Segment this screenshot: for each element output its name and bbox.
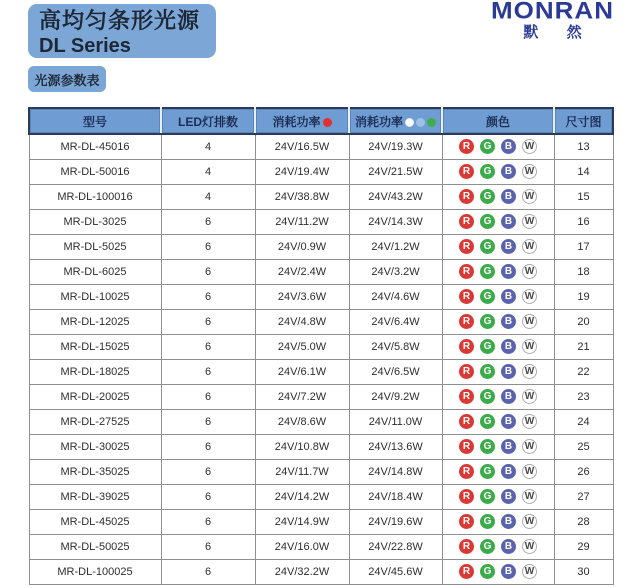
cell-color-badges	[442, 134, 554, 159]
color-badge-w: W	[522, 289, 537, 304]
cell-model: MR-DL-18025	[29, 359, 161, 384]
column-header-power-wbg-label: 消耗功率	[354, 114, 403, 129]
cell-model: MR-DL-20025	[29, 384, 161, 409]
table-row	[29, 159, 613, 184]
cell-power-red: 24V/32.2W	[255, 559, 349, 584]
color-badge-b: B	[501, 314, 516, 329]
cell-model: MR-DL-50016	[29, 159, 161, 184]
brand-logo-cn-text: 默 然	[523, 24, 594, 41]
color-badge-w: W	[522, 139, 537, 154]
cell-model: MR-DL-27525	[29, 409, 161, 434]
color-badge-r: R	[459, 439, 474, 454]
color-badge-w: W	[522, 414, 537, 429]
column-header-color	[442, 108, 554, 134]
cell-model: MR-DL-45016	[29, 134, 161, 159]
cell-model: MR-DL-35025	[29, 459, 161, 484]
column-header-color-label: 颜色	[485, 114, 510, 129]
cell-power-red: 24V/38.8W	[255, 184, 349, 209]
cell-led-rows: 6	[161, 459, 255, 484]
cell-power-red: 24V/16.5W	[255, 134, 349, 159]
cell-color-badges	[442, 259, 554, 284]
cell-color-badges	[442, 534, 554, 559]
cell-color-badges	[442, 459, 554, 484]
color-badge-r: R	[459, 139, 474, 154]
cell-led-rows: 6	[161, 334, 255, 359]
power-type-dot	[427, 118, 436, 127]
cell-power-wbg: 24V/5.8W	[349, 334, 442, 359]
cell-color-badges	[442, 434, 554, 459]
cell-power-red: 24V/19.4W	[255, 159, 349, 184]
color-badge-b: B	[501, 439, 516, 454]
cell-power-red: 24V/10.8W	[255, 434, 349, 459]
table-row	[29, 509, 613, 534]
color-badge-b: B	[501, 539, 516, 554]
cell-model: MR-DL-30025	[29, 434, 161, 459]
cell-power-wbg: 24V/14.8W	[349, 459, 442, 484]
cell-power-red: 24V/8.6W	[255, 409, 349, 434]
cell-color-badges	[442, 359, 554, 384]
cell-color-badges	[442, 559, 554, 584]
cell-color-badges	[442, 484, 554, 509]
color-badge-w: W	[522, 464, 537, 479]
cell-power-red: 24V/14.9W	[255, 509, 349, 534]
cell-dim: 17	[554, 234, 613, 259]
cell-power-wbg: 24V/19.6W	[349, 509, 442, 534]
color-badge-r: R	[459, 514, 474, 529]
table-row	[29, 309, 613, 334]
cell-model: MR-DL-100016	[29, 184, 161, 209]
cell-power-wbg: 24V/22.8W	[349, 534, 442, 559]
color-badge-g: G	[480, 389, 495, 404]
cell-model: MR-DL-45025	[29, 509, 161, 534]
cell-color-badges	[442, 184, 554, 209]
cell-dim: 19	[554, 284, 613, 309]
cell-dim: 13	[554, 134, 613, 159]
cell-color-badges	[442, 159, 554, 184]
color-badge-g: G	[480, 339, 495, 354]
color-badge-w: W	[522, 339, 537, 354]
cell-model: MR-DL-12025	[29, 309, 161, 334]
color-badge-r: R	[459, 564, 474, 579]
cell-dim: 21	[554, 334, 613, 359]
cell-led-rows: 6	[161, 409, 255, 434]
cell-model: MR-DL-50025	[29, 534, 161, 559]
column-header-led-rows	[161, 108, 255, 134]
section-tag-parameter-table: 光源参数表	[28, 66, 106, 92]
color-badge-b: B	[501, 564, 516, 579]
cell-led-rows: 6	[161, 534, 255, 559]
cell-color-badges	[442, 384, 554, 409]
cell-model: MR-DL-3025	[29, 209, 161, 234]
light-source-parameter-table	[28, 107, 614, 585]
cell-power-red: 24V/5.0W	[255, 334, 349, 359]
cell-led-rows: 6	[161, 359, 255, 384]
cell-power-red: 24V/0.9W	[255, 234, 349, 259]
cell-color-badges	[442, 234, 554, 259]
table-row	[29, 434, 613, 459]
cell-power-red: 24V/11.2W	[255, 209, 349, 234]
color-badge-r: R	[459, 289, 474, 304]
cell-color-badges	[442, 409, 554, 434]
color-badge-w: W	[522, 364, 537, 379]
color-badge-b: B	[501, 339, 516, 354]
brand-logo	[485, 0, 620, 42]
column-header-dimension	[554, 108, 613, 134]
color-badge-r: R	[459, 239, 474, 254]
cell-power-wbg: 24V/45.6W	[349, 559, 442, 584]
cell-power-wbg: 24V/9.2W	[349, 384, 442, 409]
cell-power-wbg: 24V/13.6W	[349, 434, 442, 459]
cell-dim: 24	[554, 409, 613, 434]
power-type-dot	[416, 118, 425, 127]
product-title-box	[28, 4, 216, 58]
column-header-power-wbg	[349, 108, 442, 134]
color-badge-r: R	[459, 414, 474, 429]
color-badge-w: W	[522, 264, 537, 279]
cell-dim: 23	[554, 384, 613, 409]
color-badge-g: G	[480, 489, 495, 504]
cell-model: MR-DL-39025	[29, 484, 161, 509]
color-badge-w: W	[522, 514, 537, 529]
color-badge-r: R	[459, 164, 474, 179]
table-row	[29, 409, 613, 434]
color-badge-w: W	[522, 489, 537, 504]
table-row	[29, 534, 613, 559]
table-row	[29, 209, 613, 234]
color-badge-b: B	[501, 414, 516, 429]
color-badge-b: B	[501, 464, 516, 479]
cell-dim: 14	[554, 159, 613, 184]
color-badge-w: W	[522, 314, 537, 329]
cell-dim: 25	[554, 434, 613, 459]
column-header-dimension-label: 尺寸图	[565, 114, 602, 129]
cell-led-rows: 6	[161, 209, 255, 234]
cell-power-red: 24V/7.2W	[255, 384, 349, 409]
color-badge-w: W	[522, 564, 537, 579]
cell-led-rows: 4	[161, 184, 255, 209]
table-row	[29, 559, 613, 584]
power-type-dot	[323, 118, 332, 127]
cell-power-wbg: 24V/3.2W	[349, 259, 442, 284]
cell-power-red: 24V/2.4W	[255, 259, 349, 284]
cell-power-red: 24V/16.0W	[255, 534, 349, 559]
table-row	[29, 184, 613, 209]
color-badge-w: W	[522, 539, 537, 554]
color-badge-g: G	[480, 439, 495, 454]
color-badge-b: B	[501, 489, 516, 504]
cell-power-red: 24V/6.1W	[255, 359, 349, 384]
cell-dim: 27	[554, 484, 613, 509]
table-row	[29, 134, 613, 159]
color-badge-b: B	[501, 514, 516, 529]
cell-power-wbg: 24V/6.5W	[349, 359, 442, 384]
cell-power-wbg: 24V/11.0W	[349, 409, 442, 434]
cell-model: MR-DL-15025	[29, 334, 161, 359]
cell-led-rows: 6	[161, 309, 255, 334]
table-header-row	[29, 108, 613, 134]
table-row	[29, 484, 613, 509]
cell-color-badges	[442, 509, 554, 534]
cell-model: MR-DL-100025	[29, 559, 161, 584]
color-badge-b: B	[501, 389, 516, 404]
cell-model: MR-DL-5025	[29, 234, 161, 259]
cell-color-badges	[442, 284, 554, 309]
column-header-model-label: 型号	[82, 114, 107, 129]
color-badge-b: B	[501, 214, 516, 229]
color-badge-g: G	[480, 139, 495, 154]
color-badge-g: G	[480, 539, 495, 554]
color-badge-g: G	[480, 314, 495, 329]
color-badge-b: B	[501, 139, 516, 154]
cell-led-rows: 6	[161, 509, 255, 534]
color-badge-g: G	[480, 189, 495, 204]
cell-color-badges	[442, 334, 554, 359]
color-badge-g: G	[480, 214, 495, 229]
cell-led-rows: 6	[161, 484, 255, 509]
cell-model: MR-DL-6025	[29, 259, 161, 284]
color-badge-w: W	[522, 239, 537, 254]
table-row	[29, 384, 613, 409]
cell-led-rows: 6	[161, 234, 255, 259]
color-badge-g: G	[480, 564, 495, 579]
cell-power-red: 24V/11.7W	[255, 459, 349, 484]
cell-led-rows: 6	[161, 259, 255, 284]
product-series-name: DL Series	[39, 35, 131, 57]
product-title-cn: 高均匀条形光源	[39, 8, 201, 33]
color-badge-r: R	[459, 264, 474, 279]
cell-dim: 20	[554, 309, 613, 334]
cell-power-wbg: 24V/4.6W	[349, 284, 442, 309]
color-badge-g: G	[480, 414, 495, 429]
color-badge-w: W	[522, 214, 537, 229]
table-row	[29, 284, 613, 309]
cell-dim: 18	[554, 259, 613, 284]
cell-power-wbg: 24V/6.4W	[349, 309, 442, 334]
table-row	[29, 259, 613, 284]
table-header	[29, 108, 613, 134]
color-badge-b: B	[501, 264, 516, 279]
color-badge-g: G	[480, 264, 495, 279]
cell-dim: 15	[554, 184, 613, 209]
table-body	[29, 134, 613, 584]
cell-power-wbg: 24V/1.2W	[349, 234, 442, 259]
cell-led-rows: 6	[161, 284, 255, 309]
cell-led-rows: 6	[161, 434, 255, 459]
cell-power-wbg: 24V/43.2W	[349, 184, 442, 209]
cell-power-red: 24V/4.8W	[255, 309, 349, 334]
cell-dim: 28	[554, 509, 613, 534]
cell-dim: 26	[554, 459, 613, 484]
color-badge-b: B	[501, 289, 516, 304]
color-badge-w: W	[522, 439, 537, 454]
cell-led-rows: 4	[161, 159, 255, 184]
cell-power-wbg: 24V/18.4W	[349, 484, 442, 509]
cell-power-red: 24V/14.2W	[255, 484, 349, 509]
table-row	[29, 334, 613, 359]
cell-color-badges	[442, 209, 554, 234]
column-header-power-red	[255, 108, 349, 134]
cell-power-wbg: 24V/19.3W	[349, 134, 442, 159]
cell-color-badges	[442, 309, 554, 334]
power-type-dot	[405, 118, 414, 127]
color-badge-r: R	[459, 389, 474, 404]
power-red-dot-group	[321, 115, 332, 129]
cell-led-rows: 6	[161, 384, 255, 409]
cell-model: MR-DL-10025	[29, 284, 161, 309]
column-header-power-red-label: 消耗功率	[272, 114, 321, 129]
color-badge-b: B	[501, 164, 516, 179]
cell-dim: 22	[554, 359, 613, 384]
cell-power-wbg: 24V/21.5W	[349, 159, 442, 184]
table-row	[29, 234, 613, 259]
cell-dim: 29	[554, 534, 613, 559]
color-badge-g: G	[480, 239, 495, 254]
color-badge-r: R	[459, 314, 474, 329]
color-badge-r: R	[459, 339, 474, 354]
brand-logo-text: MONRAN	[491, 0, 614, 24]
color-badge-r: R	[459, 464, 474, 479]
color-badge-g: G	[480, 289, 495, 304]
color-badge-r: R	[459, 364, 474, 379]
cell-dim: 16	[554, 209, 613, 234]
color-badge-b: B	[501, 239, 516, 254]
color-badge-g: G	[480, 364, 495, 379]
cell-led-rows: 4	[161, 134, 255, 159]
color-badge-r: R	[459, 539, 474, 554]
cell-power-wbg: 24V/14.3W	[349, 209, 442, 234]
color-badge-g: G	[480, 164, 495, 179]
table-row	[29, 359, 613, 384]
color-badge-w: W	[522, 189, 537, 204]
cell-led-rows: 6	[161, 559, 255, 584]
color-badge-r: R	[459, 189, 474, 204]
color-badge-g: G	[480, 514, 495, 529]
color-badge-w: W	[522, 389, 537, 404]
power-wbg-dot-group	[403, 115, 436, 129]
color-badge-b: B	[501, 364, 516, 379]
column-header-model	[29, 108, 161, 134]
column-header-led-rows-label: LED灯排数	[177, 114, 238, 129]
table-row	[29, 459, 613, 484]
cell-dim: 30	[554, 559, 613, 584]
cell-power-red: 24V/3.6W	[255, 284, 349, 309]
color-badge-g: G	[480, 464, 495, 479]
color-badge-w: W	[522, 164, 537, 179]
color-badge-r: R	[459, 489, 474, 504]
color-badge-r: R	[459, 214, 474, 229]
color-badge-b: B	[501, 189, 516, 204]
